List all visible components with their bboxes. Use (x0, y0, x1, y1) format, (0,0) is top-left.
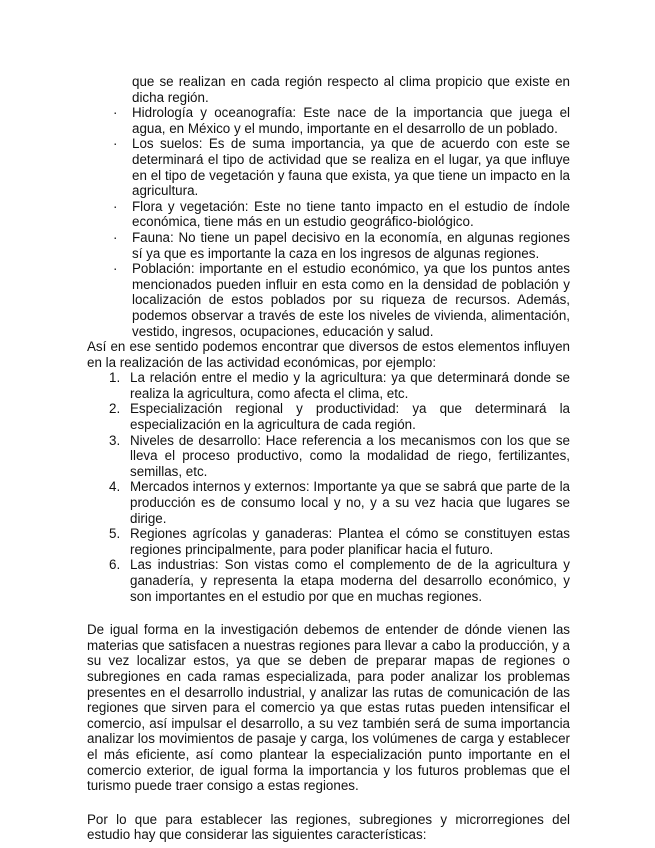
activities-numbered-list (87, 370, 570, 604)
bullet-marker: · (113, 229, 118, 245)
numbered-item (87, 479, 570, 526)
item-text: Regiones agrícolas y ganaderas: Plantea el cómo se constituyen estas regiones principalmente, para poder planificar hacia el futuro. (130, 526, 570, 557)
investigation-paragraph: De igual forma en la investigación debemos de entender de dónde vienen las materias que satisfacen a nuestras regiones para llevar a cabo la producción, y a su vez localizar estos, ya que se deben de preparar mapas de regiones o subregiones en cada ramas especializada, para poder analizar los problemas presentes en el desarrollo industrial, y analizar las rutas de comunicación de las regiones que sirven para el comercio ya que estas rutas pueden intensificar el comercio, así impulsar el desarrollo, a su vez también será de suma importancia analizar los movimientos de pasaje y carga, los volúmenes de carga y establecer el más eficiente, así como plantear la especialización punto importante en el comercio exterior, de igual forma la importancia y los futuros problemas que el turismo puede traer consigo a estas regiones. (87, 622, 570, 794)
item-number: 5. (109, 526, 121, 542)
item-number: 1. (109, 370, 121, 386)
bullet-text: Hidrología y oceanografía: Este nace de la importancia que juega el agua, en México y el mundo, importante en el desarrollo de un poblado. (132, 105, 570, 136)
item-text: La relación entre el medio y la agricultura: ya que determinará donde se realiza la agricultura, como afecta el clima, etc. (130, 370, 570, 401)
regions-paragraph: Por lo que para establecer las regiones, subregiones y microrregiones del estudio hay que considerar las siguientes características: (87, 811, 570, 843)
bullet-text: Fauna: No tiene un papel decisivo en la economía, en algunas regiones sí ya que es importante la caza en los ingresos de algunas regiones. (132, 229, 570, 261)
paragraph-spacer (87, 604, 570, 622)
bullet-text: Flora y vegetación: Este no tiene tanto impacto en el estudio de índole económica, tiene más en un estudio geográfico-biológico. (132, 198, 570, 230)
bullet-marker: · (113, 261, 118, 277)
paragraph-spacer (87, 794, 570, 812)
item-number: 4. (109, 479, 121, 495)
bullet-marker: · (113, 198, 118, 214)
item-text: Especialización regional y productividad: ya que determinará la especialización en la agricultura de cada región. (130, 401, 570, 433)
bullet-item-flora (87, 199, 570, 230)
item-number: 3. (109, 432, 121, 448)
bullet-item-fauna (87, 230, 570, 261)
item-text: Mercados internos y externos: Importante ya que se sabrá que parte de la producción es de consumo local y no, y a su vez hacia que lugares se dirige. (130, 479, 570, 526)
bullets-intro-text: que se realizan en cada región respecto al clima propicio que existe en dicha región. (132, 74, 570, 105)
item-text: Niveles de desarrollo: Hace referencia a los mecanismos con los que se lleva el proceso productivo, como la modalidad de riego, fertilizantes, semillas, etc. (130, 432, 570, 479)
bullet-item-poblacion (87, 261, 570, 339)
numbered-item (87, 557, 570, 604)
numbered-item (87, 433, 570, 480)
item-number: 2. (109, 401, 121, 417)
bullet-text: Población: importante en el estudio económico, ya que los puntos antes mencionados pueden influir en esta como en la densidad de población y localización de estos poblados por su riqueza de recursos. Además, podemos observar a través de este los niveles de vivienda, alimentación, vestido, ingresos, ocupaciones, educación y salud. (132, 261, 570, 339)
numbered-item (87, 401, 570, 432)
numbered-item (87, 370, 570, 401)
bullet-marker: · (113, 105, 118, 121)
bullet-item-suelos (87, 136, 570, 198)
bullet-marker: · (113, 136, 118, 152)
item-number: 6. (109, 557, 121, 573)
intro-paragraph: Así en ese sentido podemos encontrar que diversos de estos elementos influyen en la realización de las actividad económicas, por ejemplo: (87, 339, 570, 370)
factors-bullet-list (87, 105, 570, 339)
item-text: Las industrias: Son vistas como el complemento de de la agricultura y ganadería, y representa la etapa moderna del desarrollo económico, y son importantes en el estudio por que en muchas regiones. (130, 557, 570, 604)
numbered-item (87, 526, 570, 557)
bullet-text: Los suelos: Es de suma importancia, ya que de acuerdo con este se determinará el tipo de actividad que se realiza en el lugar, ya que influye en el tipo de vegetación y fauna que exista, ya que tiene un impacto en la agricultura. (132, 136, 570, 199)
bullet-item-hidrologia (87, 105, 570, 136)
